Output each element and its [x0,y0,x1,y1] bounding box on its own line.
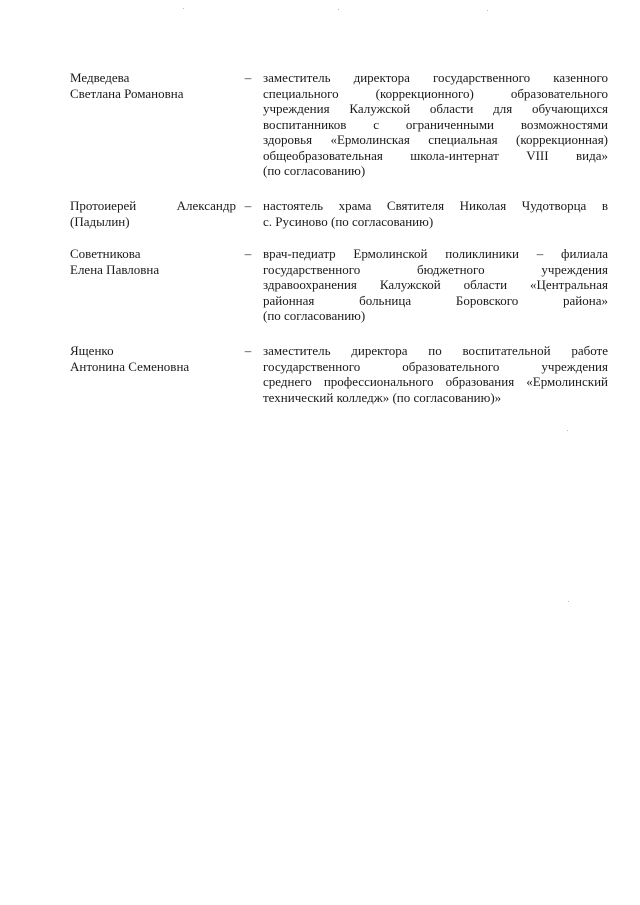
member-name-line: Ященко [70,343,114,358]
scan-speck [338,9,339,10]
position-line: (по согласованию) [263,163,366,178]
separator-dash: – [244,198,252,213]
member-name-line: Антонина Семеновна [70,358,190,374]
member-name [70,343,236,374]
scan-speck [567,430,568,431]
member-name-line: Протоиерей Александр [70,198,236,213]
position-line: воспитанников с ограниченными возможностями [263,116,608,132]
position-line: государственного бюджетного учреждения [263,261,608,277]
member-position [263,246,608,324]
position-line: специального (коррекционного) образовательного [263,85,608,101]
member-name-line: Елена Павловна [70,261,160,277]
member-name-line: (Падылин) [70,213,130,229]
position-line: здоровья «Ермолинская специальная (коррекционная) [263,132,608,147]
member-name [70,246,236,277]
scan-speck [487,10,488,11]
position-line: врач-педиатр Ермолинской поликлиники – филиала [263,246,608,261]
separator-dash: – [244,70,252,85]
position-line: учреждения Калужской области для обучающихся [263,101,608,116]
position-line: заместитель директора по воспитательной работе [263,343,608,358]
member-name [70,198,236,229]
position-line: технический колледж» (по согласованию)» [263,389,502,405]
member-position [263,198,608,229]
member-position [263,70,608,179]
member-name [70,70,236,101]
position-line: государственного образовательного учреждения [263,358,608,374]
separator-dash: – [244,343,252,358]
scan-speck [183,8,184,9]
position-line: здравоохранения Калужской области «Центральная [263,277,608,292]
member-name-line: Медведева [70,70,130,85]
position-line: настоятель храма Святителя Николая Чудотворца в [263,198,608,213]
member-position [263,343,608,405]
member-name-line: Советникова [70,246,141,261]
separator-dash: – [244,246,252,261]
position-line: районная больница Боровского района» [263,292,608,308]
position-line: среднего профессионального образования «Ермолинский [263,374,608,389]
position-line: (по согласованию) [263,308,366,323]
member-name-line: Светлана Романовна [70,85,184,101]
position-line: общеобразовательная школа-интернат VIII вида» [263,147,608,163]
scan-speck [568,601,569,602]
position-line: заместитель директора государственного казенного [263,70,608,85]
position-line: с. Русиново (по согласованию) [263,213,434,229]
